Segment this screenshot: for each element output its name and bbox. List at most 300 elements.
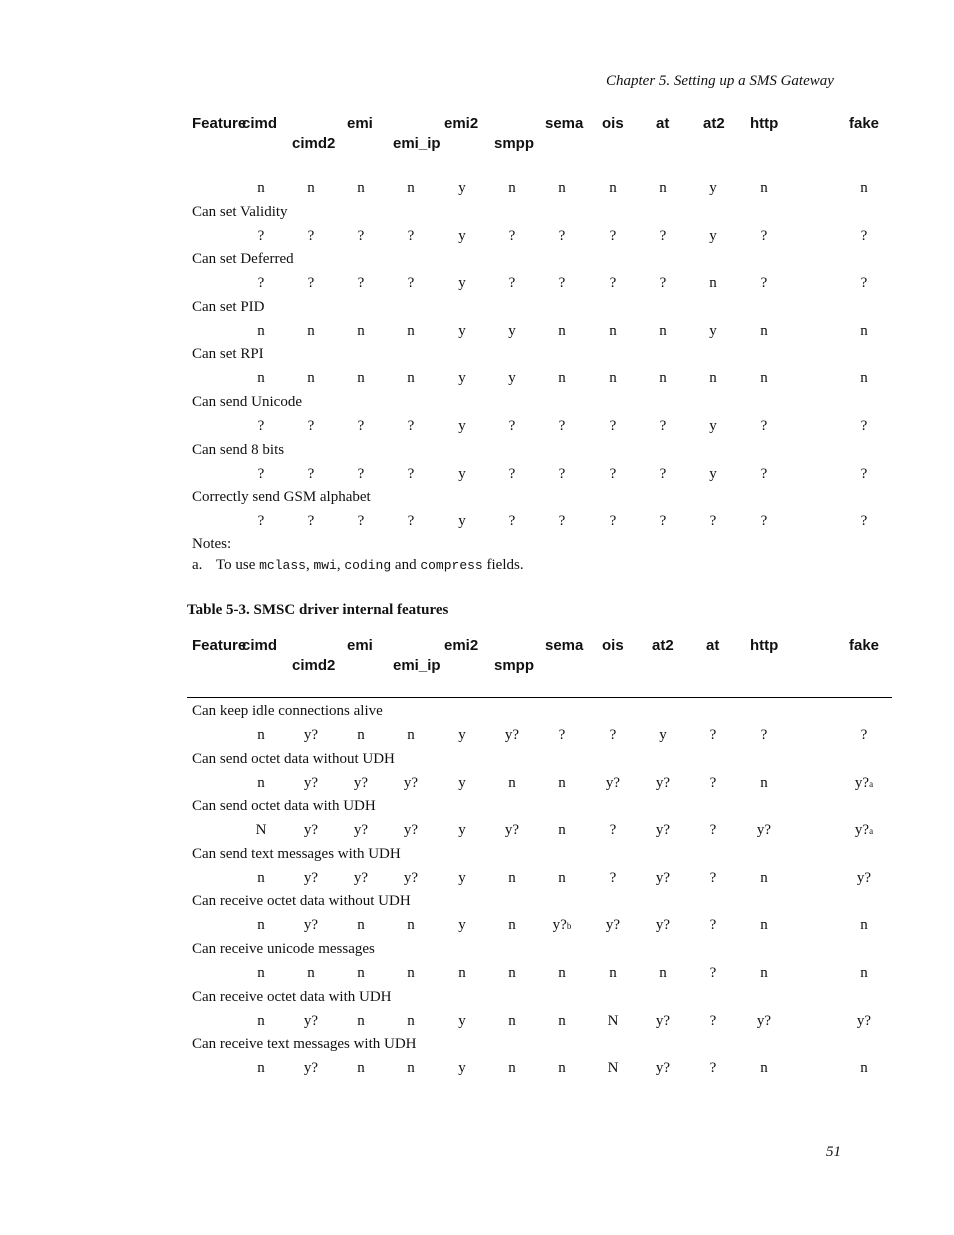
cell-value: y	[458, 822, 466, 839]
cell-value: n	[357, 1012, 365, 1029]
table-cell	[744, 370, 784, 387]
table-cell	[593, 870, 633, 887]
note-sep: ,	[305, 557, 314, 573]
col-at: at	[706, 637, 720, 654]
col-cimd2: cimd2	[292, 135, 336, 152]
cell-value: ?	[709, 1060, 717, 1077]
table-cell	[744, 513, 784, 530]
table-cell	[593, 275, 633, 292]
col-ois: ois	[602, 637, 624, 654]
row-label: Can send 8 bits	[192, 441, 285, 458]
cell-value: n	[659, 180, 667, 196]
table-cell	[744, 180, 784, 197]
cell-value: y	[458, 227, 466, 244]
table-cell	[391, 180, 431, 197]
cell-value: ?	[709, 917, 717, 934]
table-cell	[744, 727, 784, 744]
table-cell	[341, 418, 381, 435]
table-cell	[593, 418, 633, 435]
note-sep: ,	[336, 557, 345, 573]
cell-value: y?	[756, 822, 772, 839]
table-cell	[492, 1013, 532, 1030]
table-cell	[391, 323, 431, 340]
table-cell	[693, 466, 733, 483]
cell-value: ?	[760, 513, 768, 530]
table-cell	[241, 965, 281, 982]
note-reference: a	[869, 778, 874, 789]
table-cell	[291, 180, 331, 197]
chapter-header: Chapter 5. Setting up a SMS Gateway	[606, 73, 834, 89]
cell-value: n	[760, 917, 768, 934]
table-cell	[492, 917, 532, 934]
table-cell	[693, 1060, 733, 1077]
table-cell	[341, 917, 381, 934]
table-cell	[693, 727, 733, 744]
cell-value: y	[709, 180, 717, 196]
table-cell	[241, 1060, 281, 1077]
cell-value: ?	[659, 465, 667, 482]
table-cell	[744, 323, 784, 340]
cell-value: y	[458, 1012, 466, 1029]
cell-value: ?	[357, 418, 365, 434]
cell-value: ?	[558, 465, 566, 482]
row-label: Can set Deferred	[192, 251, 294, 268]
table-cell	[442, 775, 482, 792]
cell-value: ?	[407, 418, 415, 434]
cell-value: n	[357, 727, 365, 743]
table-cell	[693, 180, 733, 197]
table-cell	[391, 418, 431, 435]
table-cell	[341, 513, 381, 530]
table-cell	[542, 917, 582, 934]
page-number: 51	[826, 1144, 841, 1160]
table-cell	[744, 775, 784, 792]
cell-value: n	[709, 275, 717, 292]
note-text: To use	[216, 557, 260, 573]
cell-value: n	[860, 965, 868, 981]
table-cell	[643, 917, 683, 934]
table-cell	[844, 228, 884, 245]
table-cell	[391, 275, 431, 292]
table-cell	[291, 418, 331, 435]
cell-value: n	[760, 1060, 768, 1077]
cell-value: n	[558, 965, 566, 981]
cell-value: y	[508, 322, 516, 339]
table-cell	[744, 418, 784, 435]
table-cell	[291, 917, 331, 934]
col-sema: sema	[545, 115, 584, 132]
row-label: Can send Unicode	[192, 394, 302, 410]
col-fake: fake	[849, 115, 880, 132]
table-cell	[542, 965, 582, 982]
table-cell	[844, 965, 884, 982]
cell-value: y	[508, 370, 516, 387]
cell-value: ?	[357, 275, 365, 292]
col-http: http	[750, 637, 779, 654]
table-cell	[492, 180, 532, 197]
table-cell	[442, 180, 482, 197]
cell-value: n	[257, 774, 265, 791]
table-cell	[391, 228, 431, 245]
table-cell	[241, 822, 281, 839]
table-cell	[442, 370, 482, 387]
cell-value: ?	[407, 275, 415, 292]
col-at2: at2	[652, 637, 674, 654]
table-cell	[593, 513, 633, 530]
table-cell	[341, 1060, 381, 1077]
table-cell	[643, 323, 683, 340]
notes-title: Notes:	[192, 536, 232, 552]
table-cell	[391, 775, 431, 792]
table-cell	[643, 822, 683, 839]
cell-value: y?	[303, 822, 319, 839]
cell-value: ?	[307, 418, 315, 434]
cell-value: y?	[655, 1012, 671, 1029]
cell-value: n	[357, 180, 365, 196]
cell-value: y	[659, 727, 667, 743]
cell-value: ?	[860, 418, 868, 434]
table-cell	[844, 323, 884, 340]
table-cell	[542, 180, 582, 197]
cell-value: y?	[303, 1012, 319, 1029]
table-cell	[442, 870, 482, 887]
cell-value: ?	[659, 275, 667, 292]
cell-value: y?	[403, 822, 419, 839]
note-a	[192, 557, 524, 574]
table-cell	[542, 775, 582, 792]
table-cell	[442, 965, 482, 982]
table-cell	[593, 965, 633, 982]
table-cell	[391, 822, 431, 839]
table-cell	[291, 1060, 331, 1077]
table-cell	[542, 275, 582, 292]
cell-value: ?	[357, 465, 365, 482]
table-cell	[844, 180, 884, 197]
cell-value: n	[860, 370, 868, 387]
cell-value: n	[307, 180, 315, 196]
cell-value: n	[860, 322, 868, 339]
col-at2: at2	[703, 115, 725, 132]
cell-value: n	[407, 727, 415, 743]
table-cell	[643, 370, 683, 387]
cell-value: y?	[403, 774, 419, 791]
row-label: Can receive octet data without UDH	[192, 893, 411, 910]
row-label: Can send text messages with UDH	[192, 845, 401, 862]
table-cell	[492, 275, 532, 292]
cell-value: ?	[257, 227, 265, 244]
cell-value: ?	[307, 227, 315, 244]
table-cell	[643, 180, 683, 197]
cell-value: ?	[609, 465, 617, 482]
table-cell	[241, 775, 281, 792]
table-cell	[844, 727, 884, 744]
table2-caption: Table 5-3. SMSC driver internal features	[187, 602, 449, 618]
cell-value: y?	[353, 869, 369, 886]
cell-value: ?	[307, 465, 315, 482]
cell-value: ?	[609, 227, 617, 244]
cell-value: ?	[659, 418, 667, 434]
cell-value: y	[709, 322, 717, 339]
row-label: Correctly send GSM alphabet	[192, 489, 371, 506]
cell-value: n	[659, 370, 667, 387]
table-cell	[341, 965, 381, 982]
table-cell	[693, 870, 733, 887]
table-cell	[542, 1060, 582, 1077]
cell-value: y?	[403, 869, 419, 886]
cell-value: y?	[854, 774, 870, 791]
cell-value: ?	[609, 513, 617, 530]
table-cell	[241, 228, 281, 245]
cell-value: y?	[655, 917, 671, 934]
table-cell	[341, 275, 381, 292]
cell-value: ?	[257, 465, 265, 482]
table-cell	[643, 1060, 683, 1077]
table-cell	[291, 822, 331, 839]
cell-value: n	[357, 965, 365, 981]
row-label: Can set RPI	[192, 346, 264, 363]
cell-value: y	[458, 180, 466, 196]
table-cell	[542, 513, 582, 530]
code-coding: coding	[344, 558, 392, 573]
table-cell	[391, 466, 431, 483]
table-cell	[391, 370, 431, 387]
cell-value: ?	[709, 869, 717, 886]
code-mwi: mwi	[313, 558, 337, 573]
cell-value: n	[709, 370, 717, 387]
cell-value: y	[458, 513, 466, 530]
table-cell	[643, 775, 683, 792]
cell-value: n	[860, 180, 868, 196]
table-cell	[542, 822, 582, 839]
cell-value: n	[357, 917, 365, 934]
cell-value: y?	[856, 869, 872, 886]
cell-value: ?	[558, 418, 566, 434]
table-cell	[593, 466, 633, 483]
table-cell	[341, 775, 381, 792]
cell-value: ?	[307, 275, 315, 292]
cell-value: n	[659, 965, 667, 981]
cell-value: ?	[257, 418, 265, 434]
cell-value: n	[458, 965, 466, 981]
table-cell	[693, 1013, 733, 1030]
table-cell	[442, 466, 482, 483]
cell-value: n	[407, 1012, 415, 1029]
cell-value: n	[307, 370, 315, 387]
cell-value: n	[760, 180, 768, 196]
cell-value: n	[609, 370, 617, 387]
col-emi2: emi2	[444, 115, 479, 132]
cell-value: n	[558, 1060, 566, 1077]
table-cell	[643, 1013, 683, 1030]
table-cell	[241, 275, 281, 292]
cell-value: y?	[856, 1012, 872, 1029]
cell-value: n	[609, 965, 617, 981]
cell-value: n	[257, 322, 265, 339]
cell-value: y	[458, 465, 466, 482]
cell-value: ?	[257, 513, 265, 530]
table-cell	[291, 228, 331, 245]
table-cell	[492, 228, 532, 245]
cell-value: n	[860, 1060, 868, 1077]
table-cell	[542, 870, 582, 887]
cell-value: n	[760, 869, 768, 886]
cell-value: y	[458, 418, 466, 434]
cell-value: y	[458, 322, 466, 339]
cell-value: ?	[609, 822, 617, 839]
cell-value: y	[458, 917, 466, 934]
cell-value: n	[659, 322, 667, 339]
cell-value: ?	[860, 513, 868, 530]
table-cell	[341, 727, 381, 744]
table-cell	[391, 1013, 431, 1030]
cell-value: y	[709, 227, 717, 244]
cell-value: n	[257, 370, 265, 387]
table-cell	[542, 1013, 582, 1030]
table-cell	[844, 466, 884, 483]
table-cell	[643, 275, 683, 292]
cell-value: n	[760, 965, 768, 981]
cell-value: y?	[353, 822, 369, 839]
cell-value: n	[508, 917, 516, 934]
cell-value: ?	[860, 465, 868, 482]
note-reference: b	[566, 921, 572, 932]
table-cell	[341, 1013, 381, 1030]
table-cell	[241, 727, 281, 744]
cell-value: n	[508, 180, 516, 196]
table-cell	[442, 1060, 482, 1077]
cell-value: ?	[659, 227, 667, 244]
table-cell	[643, 870, 683, 887]
cell-value: ?	[558, 275, 566, 292]
table-cell	[391, 513, 431, 530]
cell-value: ?	[558, 513, 566, 530]
table-cell	[643, 513, 683, 530]
cell-value: n	[860, 917, 868, 934]
cell-value: y	[709, 418, 717, 434]
table-cell	[492, 370, 532, 387]
cell-value: ?	[508, 418, 516, 434]
col-emi: emi	[347, 115, 373, 132]
table-cell	[693, 323, 733, 340]
table-cell	[542, 466, 582, 483]
row-label: Can set Validity	[192, 203, 288, 220]
cell-value: y	[458, 370, 466, 387]
cell-value: y?	[552, 917, 567, 934]
row-label: Can receive text messages with UDH	[192, 1036, 417, 1053]
table-cell	[391, 917, 431, 934]
table-cell	[643, 466, 683, 483]
table-cell	[593, 323, 633, 340]
table-cell	[291, 965, 331, 982]
cell-value: y	[458, 774, 466, 791]
cell-value: ?	[860, 227, 868, 244]
cell-value: ?	[558, 227, 566, 244]
cell-value: n	[760, 774, 768, 791]
cell-value: n	[609, 180, 617, 196]
col-cimd: cimd	[242, 637, 278, 654]
table-cell	[492, 466, 532, 483]
table-cell	[744, 466, 784, 483]
table-cell	[693, 418, 733, 435]
table-cell	[291, 870, 331, 887]
table-cell	[492, 965, 532, 982]
cell-value: ?	[709, 1012, 717, 1029]
cell-value: ?	[659, 513, 667, 530]
table-cell	[844, 775, 884, 792]
table-cell	[693, 513, 733, 530]
table-cell	[492, 513, 532, 530]
table-cell	[442, 513, 482, 530]
table-cell	[492, 870, 532, 887]
table-cell	[291, 275, 331, 292]
table-cell	[693, 822, 733, 839]
cell-value: ?	[357, 227, 365, 244]
cell-value: n	[407, 917, 415, 934]
cell-value: n	[407, 965, 415, 981]
cell-value: ?	[609, 275, 617, 292]
cell-value: ?	[709, 965, 717, 981]
table-cell	[442, 727, 482, 744]
cell-value: y?	[854, 822, 870, 839]
cell-value: ?	[709, 513, 717, 530]
cell-value: n	[558, 869, 566, 886]
cell-value: ?	[357, 513, 365, 530]
col-feature: Feature	[192, 637, 247, 654]
cell-value: n	[609, 322, 617, 339]
cell-value: n	[558, 370, 566, 387]
cell-value: ?	[760, 418, 768, 434]
table-cell	[241, 466, 281, 483]
table-cell	[593, 180, 633, 197]
table-cell	[391, 965, 431, 982]
table-cell	[643, 228, 683, 245]
table-cell	[492, 775, 532, 792]
table-cell	[744, 965, 784, 982]
table-cell	[391, 727, 431, 744]
cell-value: y?	[303, 917, 319, 934]
table-cell	[593, 228, 633, 245]
col-http: http	[750, 115, 779, 132]
table-cell	[593, 370, 633, 387]
table-cell	[442, 275, 482, 292]
table-cell	[643, 965, 683, 982]
cell-value: n	[257, 1060, 265, 1077]
table-cell	[341, 323, 381, 340]
col-smpp: smpp	[494, 135, 535, 152]
table-cell	[442, 228, 482, 245]
table-cell	[693, 965, 733, 982]
table-cell	[844, 822, 884, 839]
table-cell	[241, 418, 281, 435]
table-cell	[341, 870, 381, 887]
code-mclass: mclass	[259, 558, 306, 573]
cell-value: n	[357, 322, 365, 339]
cell-value: n	[307, 965, 315, 981]
table-cell	[341, 370, 381, 387]
table-cell	[391, 870, 431, 887]
cell-value: ?	[508, 227, 516, 244]
cell-value: y	[709, 465, 717, 482]
cell-value: ?	[407, 513, 415, 530]
cell-value: y?	[605, 774, 621, 791]
cell-value: n	[508, 1060, 516, 1077]
cell-value: n	[508, 965, 516, 981]
row-label: Can send octet data without UDH	[192, 750, 395, 767]
cell-value: n	[257, 869, 265, 886]
row-label: Can keep idle connections alive	[192, 703, 383, 719]
cell-value: ?	[609, 727, 617, 743]
cell-value: ?	[760, 227, 768, 244]
